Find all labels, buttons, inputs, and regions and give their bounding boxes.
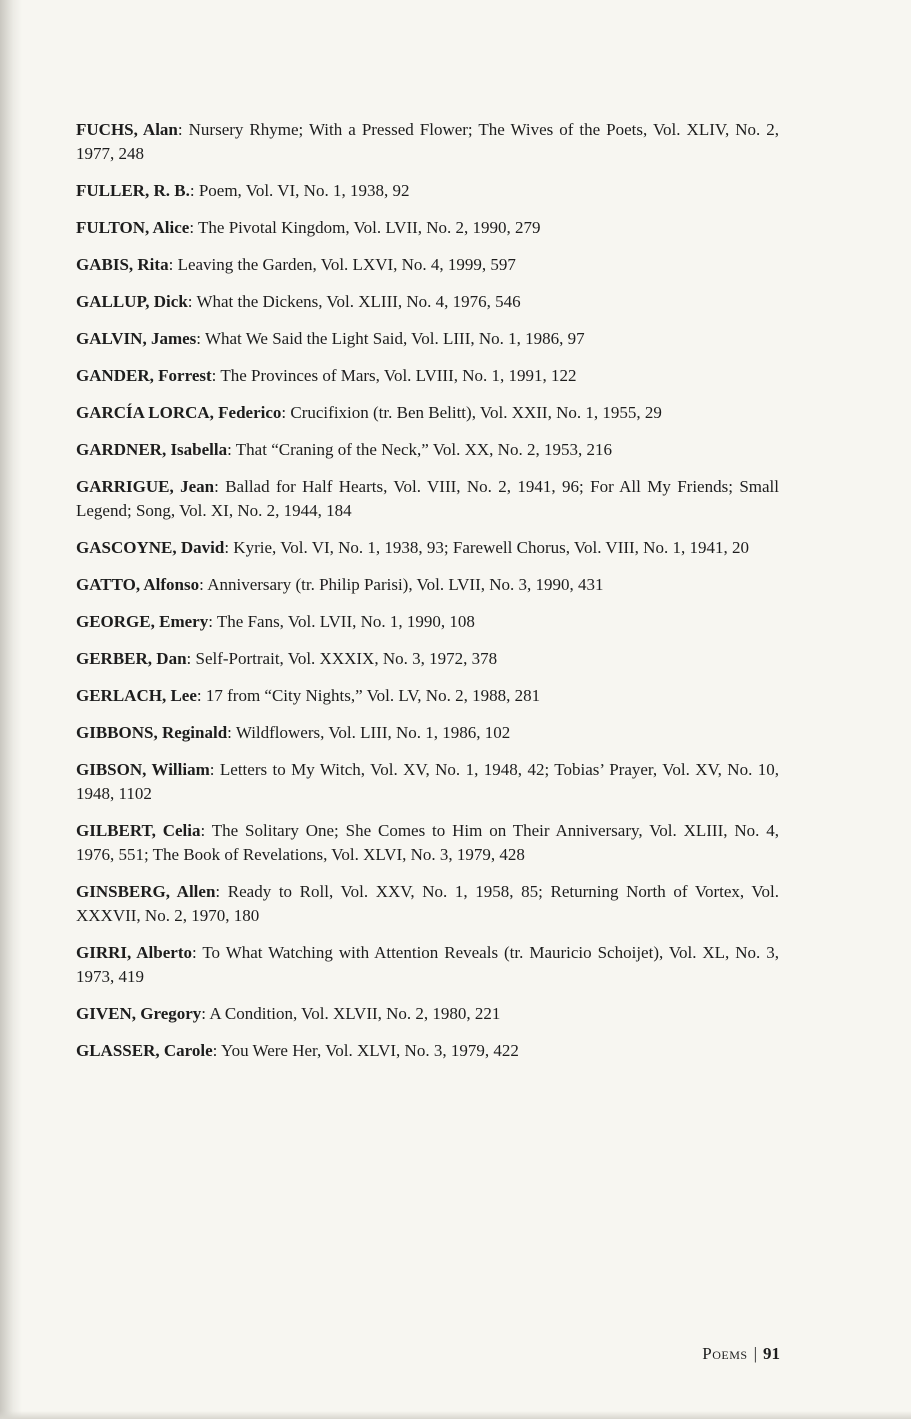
author-name: GARRIGUE, Jean xyxy=(76,477,215,496)
index-entry: FULTON, Alice: The Pivotal Kingdom, Vol. LVII, No. 2, 1990, 279 xyxy=(76,218,541,237)
entry-works: What the Dickens, Vol. XLIII, No. 4, 1976, 546 xyxy=(196,292,521,311)
author-name: GERLACH, Lee xyxy=(76,686,197,705)
page-gutter-shadow xyxy=(0,0,22,1419)
author-name: GIBBONS, Reginald xyxy=(76,723,228,742)
entry-works: Self-Portrait, Vol. XXXIX, No. 3, 1972, 378 xyxy=(195,649,498,668)
entry-works: Wildflowers, Vol. LIII, No. 1, 1986, 102 xyxy=(235,723,511,742)
index-entry: GIBBONS, Reginald: Wildflowers, Vol. LIII, No. 1, 1986, 102 xyxy=(76,723,511,742)
index-entry: FULLER, R. B.: Poem, Vol. VI, No. 1, 1938, 92 xyxy=(76,181,410,200)
index-entry: GIBSON, William: Letters to My Witch, Vol. XV, No. 1, 1948, 42; Tobias’ Prayer, Vol. XV, No. 10, 1948, 1102 xyxy=(76,760,779,803)
entry-works: The Pivotal Kingdom, Vol. LVII, No. 2, 1990, 279 xyxy=(198,218,541,237)
entry-works: Ready to Roll, Vol. XXV, No. 1, 1958, 85; Returning North of Vortex, Vol. XXXVII, No. 2, 1970, 180 xyxy=(76,882,779,925)
index-entry: GIRRI, Alberto: To What Watching with Attention Reveals (tr. Mauricio Schoijet), Vol. XL, No. 3, 1973, 419 xyxy=(76,943,779,986)
page-bottom-edge xyxy=(0,1411,911,1419)
entry-works: You Were Her, Vol. XLVI, No. 3, 1979, 422 xyxy=(221,1041,519,1060)
author-name: GARDNER, Isabella xyxy=(76,440,228,459)
author-name: GIVEN, Gregory xyxy=(76,1004,202,1023)
author-name: GEORGE, Emery xyxy=(76,612,209,631)
entry-works: Leaving the Garden, Vol. LXVI, No. 4, 1999, 597 xyxy=(177,255,516,274)
entry-works: Kyrie, Vol. VI, No. 1, 1938, 93; Farewell Chorus, Vol. VIII, No. 1, 1941, 20 xyxy=(233,538,749,557)
index-entry: GABIS, Rita: Leaving the Garden, Vol. LXVI, No. 4, 1999, 597 xyxy=(76,255,516,274)
entry-works: Crucifixion (tr. Ben Belitt), Vol. XXII, No. 1, 1955, 29 xyxy=(290,403,662,422)
index-entry: GINSBERG, Allen: Ready to Roll, Vol. XXV, No. 1, 1958, 85; Returning North of Vortex, Vol. XXXVII, No. 2, 1970, 180 xyxy=(76,882,779,925)
entry-works: To What Watching with Attention Reveals (tr. Mauricio Schoijet), Vol. XL, No. 3, 1973, 419 xyxy=(76,943,779,986)
index-entry: GERLACH, Lee: 17 from “City Nights,” Vol. LV, No. 2, 1988, 281 xyxy=(76,686,541,705)
author-name: GASCOYNE, David xyxy=(76,538,225,557)
entry-works: A Condition, Vol. XLVII, No. 2, 1980, 221 xyxy=(209,1004,501,1023)
author-name: GABIS, Rita xyxy=(76,255,169,274)
index-entry: GEORGE, Emery: The Fans, Vol. LVII, No. 1, 1990, 108 xyxy=(76,612,475,631)
index-entry: GASCOYNE, David: Kyrie, Vol. VI, No. 1, 1938, 93; Farewell Chorus, Vol. VIII, No. 1, 1941, 20 xyxy=(76,538,749,557)
author-name: GILBERT, Celia xyxy=(76,821,201,840)
section-title: Poems xyxy=(702,1344,748,1363)
page-number: 91 xyxy=(763,1344,780,1363)
index-entry: GARDNER, Isabella: That “Craning of the Neck,” Vol. XX, No. 2, 1953, 216 xyxy=(76,440,612,459)
author-name: GALVIN, James xyxy=(76,329,197,348)
author-name: GATTO, Alfonso xyxy=(76,575,200,594)
author-name: GLASSER, Carole xyxy=(76,1041,213,1060)
page-footer xyxy=(640,1344,780,1364)
index-entry: GALVIN, James: What We Said the Light Said, Vol. LIII, No. 1, 1986, 97 xyxy=(76,329,585,348)
index-entries xyxy=(76,118,779,1076)
index-entry: GARRIGUE, Jean: Ballad for Half Hearts, Vol. VIII, No. 2, 1941, 96; For All My Friends; Small Legend; Song, Vol. XI, No. 2, 1944, 184 xyxy=(76,477,779,520)
entry-works: That “Craning of the Neck,” Vol. XX, No. 2, 1953, 216 xyxy=(235,440,612,459)
index-entry: GIVEN, Gregory: A Condition, Vol. XLVII, No. 2, 1980, 221 xyxy=(76,1004,501,1023)
author-name: GINSBERG, Allen xyxy=(76,882,216,901)
index-entry: FUCHS, Alan: Nursery Rhyme; With a Pressed Flower; The Wives of the Poets, Vol. XLIV, No. 2, 1977, 248 xyxy=(76,120,779,163)
index-entry: GILBERT, Celia: The Solitary One; She Comes to Him on Their Anniversary, Vol. XLIII, No. 4, 1976, 551; The Book of Revelations, Vol. XLVI, No. 3, 1979, 428 xyxy=(76,821,779,864)
entry-works: Ballad for Half Hearts, Vol. VIII, No. 2, 1941, 96; For All My Friends; Small Legend; Song, Vol. XI, No. 2, 1944, 184 xyxy=(76,477,779,520)
author-name: GIBSON, William xyxy=(76,760,210,779)
entry-works: 17 from “City Nights,” Vol. LV, No. 2, 1988, 281 xyxy=(205,686,541,705)
author-name: GALLUP, Dick xyxy=(76,292,188,311)
index-entry: GATTO, Alfonso: Anniversary (tr. Philip Parisi), Vol. LVII, No. 3, 1990, 431 xyxy=(76,575,604,594)
author-name: FULTON, Alice xyxy=(76,218,190,237)
index-entry: GANDER, Forrest: The Provinces of Mars, Vol. LVIII, No. 1, 1991, 122 xyxy=(76,366,577,385)
entry-works: The Solitary One; She Comes to Him on Their Anniversary, Vol. XLIII, No. 4, 1976, 551; The Book of Revelations, Vol. XLVI, No. 3, 1979, 428 xyxy=(76,821,779,864)
author-name: GIRRI, Alberto xyxy=(76,943,192,962)
author-name: GERBER, Dan xyxy=(76,649,187,668)
author-name: FULLER, R. B. xyxy=(76,181,190,200)
entry-works: The Provinces of Mars, Vol. LVIII, No. 1, 1991, 122 xyxy=(220,366,577,385)
author-name: GARCÍA LORCA, Federico xyxy=(76,403,282,422)
index-entry: GARCÍA LORCA, Federico: Crucifixion (tr. Ben Belitt), Vol. XXII, No. 1, 1955, 29 xyxy=(76,403,662,422)
entry-works: Letters to My Witch, Vol. XV, No. 1, 1948, 42; Tobias’ Prayer, Vol. XV, No. 10, 1948, 1102 xyxy=(76,760,779,803)
entry-works: Nursery Rhyme; With a Pressed Flower; The Wives of the Poets, Vol. XLIV, No. 2, 1977, 248 xyxy=(76,120,779,163)
index-entry: GERBER, Dan: Self-Portrait, Vol. XXXIX, No. 3, 1972, 378 xyxy=(76,649,498,668)
author-name: FUCHS, Alan xyxy=(76,120,178,139)
entry-works: What We Said the Light Said, Vol. LIII, No. 1, 1986, 97 xyxy=(204,329,585,348)
index-entry: GLASSER, Carole: You Were Her, Vol. XLVI, No. 3, 1979, 422 xyxy=(76,1041,519,1060)
entry-works: Anniversary (tr. Philip Parisi), Vol. LVII, No. 3, 1990, 431 xyxy=(207,575,604,594)
author-name: GANDER, Forrest xyxy=(76,366,212,385)
entry-works: The Fans, Vol. LVII, No. 1, 1990, 108 xyxy=(216,612,475,631)
index-entry: GALLUP, Dick: What the Dickens, Vol. XLIII, No. 4, 1976, 546 xyxy=(76,292,521,311)
entry-works: Poem, Vol. VI, No. 1, 1938, 92 xyxy=(198,181,410,200)
footer-separator: | xyxy=(753,1344,757,1363)
